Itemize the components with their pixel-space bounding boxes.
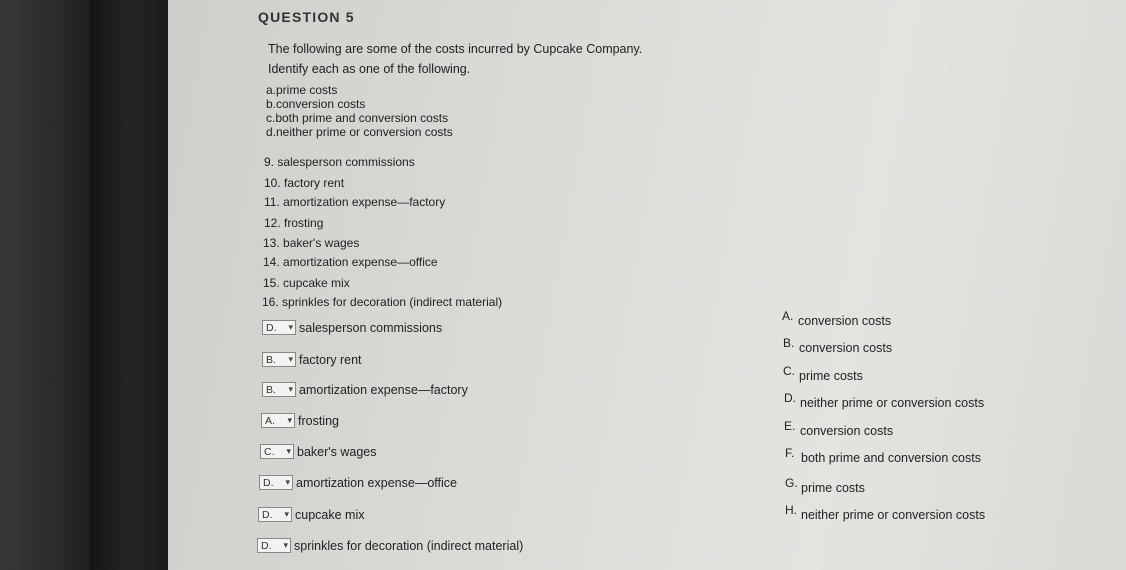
answer-dropdown[interactable] [259,475,293,490]
question-panel [168,0,1126,570]
answer-letter: F. [785,446,795,460]
answer-dropdown[interactable] [260,444,294,459]
item-16: 16. sprinkles for decoration (indirect material) [262,295,503,309]
intro-line-2: Identify each as one of the following. [268,62,471,76]
chevron-down-icon: ▾ [288,354,293,364]
item-12: 12. frosting [264,216,324,230]
answer-text: conversion costs [800,424,894,438]
match-row-label: frosting [298,413,339,428]
dropdown-value: D. [262,508,273,521]
intro-line-1: The following are some of the costs incurred by Cupcake Company. [268,42,643,56]
match-row [262,320,442,335]
match-row-label: sprinkles for decoration (indirect material) [294,538,524,553]
match-row-label: amortization expense—office [296,475,457,490]
item-11: 11. amortization expense—factory [264,195,446,209]
answer-text: conversion costs [799,341,893,355]
chevron-down-icon: ▾ [287,415,292,425]
answer-letter: H. [785,503,797,517]
chevron-down-icon: ▾ [283,540,288,550]
match-row-label: amortization expense—factory [299,382,468,397]
answer-dropdown[interactable] [257,538,291,553]
chevron-down-icon: ▾ [286,446,291,456]
match-row [258,507,364,522]
monitor-edge [90,0,168,570]
match-row-label: factory rent [299,352,362,367]
chevron-down-icon: ▾ [284,509,289,519]
answer-letter: G. [785,476,798,490]
answer-letter: A. [782,309,794,323]
dropdown-value: C. [264,445,275,458]
monitor-bezel [0,0,90,570]
dropdown-value: D. [263,476,274,489]
match-row [261,413,339,428]
dropdown-value: D. [261,539,272,552]
chevron-down-icon: ▾ [285,477,290,487]
answer-dropdown[interactable] [261,413,295,428]
match-row-label: baker's wages [297,444,377,459]
answer-text: both prime and conversion costs [801,451,981,465]
option-a: a.prime costs [266,83,338,97]
match-row-label: salesperson commissions [299,320,443,335]
item-15: 15. cupcake mix [263,276,350,290]
item-9: 9. salesperson commissions [264,155,415,169]
item-13: 13. baker's wages [263,236,360,250]
dropdown-value: D. [266,321,277,334]
dropdown-value: B. [266,383,276,396]
answer-dropdown[interactable] [262,352,296,367]
option-b: b.conversion costs [266,97,366,111]
match-row [262,382,468,397]
chevron-down-icon: ▾ [288,384,293,394]
dropdown-value: A. [265,414,275,427]
dropdown-value: B. [266,353,276,366]
item-10: 10. factory rent [264,176,345,190]
answer-dropdown[interactable] [262,382,296,397]
item-14: 14. amortization expense—office [263,255,438,269]
option-c: c.both prime and conversion costs [266,111,449,125]
match-row [262,352,362,367]
match-row [257,538,523,553]
answer-text: prime costs [799,369,863,383]
match-row [260,444,377,459]
answer-text: neither prime or conversion costs [801,508,986,522]
answer-text: conversion costs [798,314,892,328]
match-row [259,475,457,490]
match-row-label: cupcake mix [295,507,365,522]
answer-text: neither prime or conversion costs [800,396,985,410]
answer-dropdown[interactable] [262,320,296,335]
answer-letter: C. [783,364,795,378]
answer-text: prime costs [801,481,865,495]
answer-dropdown[interactable] [258,507,292,522]
answer-letter: B. [783,336,795,350]
option-d: d.neither prime or conversion costs [266,125,453,139]
answer-letter: E. [784,419,796,433]
chevron-down-icon: ▾ [288,322,293,332]
answer-letter: D. [784,391,796,405]
question-title: QUESTION 5 [258,9,355,25]
